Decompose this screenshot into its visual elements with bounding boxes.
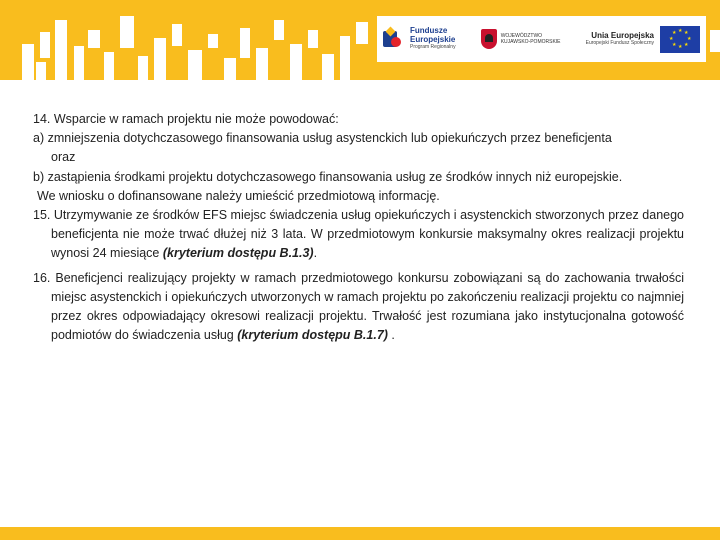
point-14-b: b) zastąpienia środkami projektu dotychczasowego finansowania usług ze środków innych niż europejskie. bbox=[33, 169, 623, 184]
kujawsko-pomorskie-logo bbox=[481, 29, 561, 49]
point-14-note: We wniosku o dofinansowane należy umieścić przedmiotową informację. bbox=[37, 188, 440, 203]
point-16 bbox=[33, 269, 684, 346]
decor-block bbox=[322, 54, 334, 80]
decor-block bbox=[104, 52, 114, 80]
decor-block bbox=[36, 62, 46, 80]
decor-block bbox=[22, 44, 34, 80]
fe-logo-line3: Program Regionalny bbox=[410, 44, 456, 51]
decor-block bbox=[120, 16, 134, 48]
decor-block bbox=[710, 30, 720, 52]
decor-block bbox=[290, 44, 302, 80]
decor-block bbox=[224, 58, 236, 80]
decor-block bbox=[74, 46, 84, 80]
point-16-text: 16. Beneficjenci realizujący projekty w ramach przedmiotowego konkursu zobowiązani są do zachowania trwałości miejsc asystenckich i opiekuńczych utworzonych w ramach projektu po zakończeniu realizacji projektu co najmniej przez okres odpowiadający okresowi realizacji projektu. Trwałość jest rozumiana jako instytucjonalna gotowość podmiotów do świadczenia usług bbox=[33, 270, 684, 343]
point-15 bbox=[33, 206, 684, 264]
header-band bbox=[0, 0, 720, 80]
eu-flag-icon: ★ ★ ★ ★ ★ ★ ★ ★ bbox=[660, 26, 700, 53]
unia-europejska-logo bbox=[586, 26, 700, 53]
decor-block bbox=[340, 36, 350, 80]
kp-logo-line1: WOJEWÓDZTWO bbox=[500, 33, 543, 39]
decor-block bbox=[154, 38, 166, 80]
decor-block bbox=[240, 28, 250, 58]
footer-band bbox=[0, 527, 720, 540]
point-14-a-continuation: oraz bbox=[51, 150, 76, 165]
coat-of-arms-icon bbox=[481, 29, 497, 49]
point-14-intro: 14. Wsparcie w ramach projektu nie może powodować: bbox=[33, 112, 339, 126]
point-15-criterion: (kryterium dostępu B.1.3) bbox=[162, 246, 314, 261]
point-15-text: 15. Utrzymywanie ze środków EFS miejsc świadczenia usług opiekuńczych i asystenckich stworzonych przez danego beneficjenta nie może trwać dłużej niż 3 lata. W przedmiotowym konkursie maksymalny okres realizacji projektu wynosi 24 miesiące bbox=[33, 208, 684, 261]
decor-block bbox=[256, 48, 268, 80]
ue-logo-line2: Europejski Fundusz Społeczny bbox=[585, 39, 654, 46]
fe-logo-line2: Europejskie bbox=[410, 34, 456, 44]
decor-block bbox=[40, 32, 50, 58]
decor-block bbox=[172, 24, 182, 46]
point-16-criterion: (kryterium dostępu B.1.7) bbox=[237, 328, 388, 343]
decor-block bbox=[138, 56, 148, 80]
decor-block bbox=[88, 30, 100, 48]
decor-block bbox=[308, 30, 318, 48]
decor-block bbox=[55, 20, 67, 80]
decor-block bbox=[208, 34, 218, 48]
document-body bbox=[33, 110, 684, 345]
point-14-a-line: a) zmniejszenia dotychczasowego finansowania usług asystenckich lub opiekuńczych przez beneficjenta bbox=[33, 131, 612, 146]
fe-logo-line1: Fundusze bbox=[410, 26, 448, 36]
point-15-end: . bbox=[313, 246, 318, 261]
decor-block bbox=[188, 50, 202, 80]
decor-block bbox=[356, 22, 368, 44]
kp-logo-line2: KUJAWSKO-POMORSKIE bbox=[500, 39, 561, 45]
point-16-end: . bbox=[387, 328, 395, 343]
ue-logo-line1: Unia Europejska bbox=[591, 30, 654, 40]
fundusze-europejskie-logo bbox=[383, 27, 456, 50]
decor-block bbox=[274, 20, 284, 40]
logo-bar bbox=[377, 16, 706, 62]
fe-emblem-icon bbox=[383, 28, 405, 50]
